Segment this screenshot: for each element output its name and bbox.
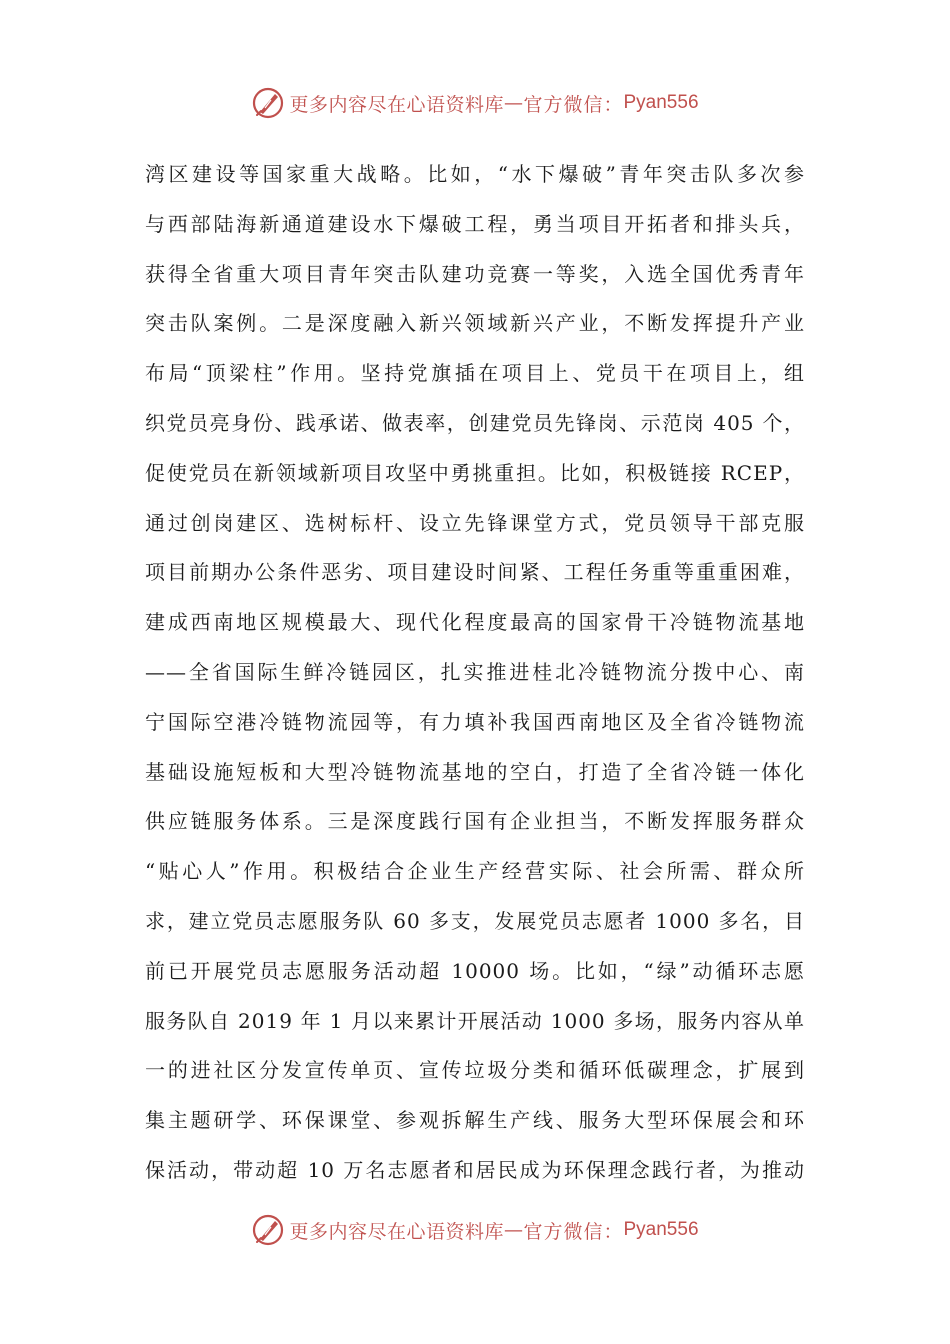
body-line: 保活动，带动超 10 万名志愿者和居民成为环保理念践行者，为推动 bbox=[145, 1157, 805, 1182]
watermark-wechat-id: Pyan556 bbox=[623, 1219, 699, 1240]
body-line: 布局“顶梁柱”作用。坚持党旗插在项目上、党员干在项目上，组 bbox=[145, 361, 805, 386]
body-line: 项目前期办公条件恶劣、项目建设时间紧、工程任务重等重重困难， bbox=[145, 560, 805, 585]
body-line: 前已开展党员志愿服务活动超 10000 场。比如，“绿”动循环志愿 bbox=[145, 958, 805, 983]
body-line: 服务队自 2019 年 1 月以来累计开展活动 1000 多场，服务内容从单 bbox=[145, 1008, 805, 1033]
body-line: 织党员亮身份、践承诺、做表率，创建党员先锋岗、示范岗 405 个， bbox=[145, 410, 805, 435]
body-line: 求，建立党员志愿服务队 60 多支，发展党员志愿者 1000 多名，目 bbox=[145, 908, 805, 933]
quill-pen-logo-icon bbox=[251, 1213, 285, 1247]
watermark-wechat-label: 官方微信： bbox=[523, 93, 624, 116]
body-line: ——全省国际生鲜冷链园区，扎实推进桂北冷链物流分拨中心、南 bbox=[145, 659, 805, 684]
watermark-site-name: 更多内容尽在心语资料库 bbox=[289, 93, 504, 116]
body-line: 通过创岗建区、选树标杆、设立先锋课堂方式，党员领导干部克服 bbox=[145, 510, 805, 535]
watermark-wechat-id: Pyan556 bbox=[623, 92, 699, 113]
body-line: 与西部陆海新通道建设水下爆破工程，勇当项目开拓者和排头兵， bbox=[145, 211, 805, 236]
watermark-separator: — bbox=[503, 1219, 524, 1241]
body-line: 建成西南地区规模最大、现代化程度最高的国家骨干冷链物流基地 bbox=[145, 610, 805, 635]
body-line: 集主题研学、环保课堂、参观拆解生产线、服务大型环保展会和环 bbox=[145, 1108, 805, 1133]
body-line: “贴心人”作用。积极结合企业生产经营实际、社会所需、群众所 bbox=[145, 859, 805, 884]
body-line: 促使党员在新领域新项目攻坚中勇挑重担。比如，积极链接 RCEP， bbox=[145, 460, 805, 485]
body-line: 一的进社区分发宣传单页、宣传垃圾分类和循环低碳理念，扩展到 bbox=[145, 1058, 805, 1083]
watermark-separator: — bbox=[503, 92, 524, 114]
body-line: 获得全省重大项目青年突击队建功竞赛一等奖，入选全国优秀青年 bbox=[145, 261, 805, 286]
body-text bbox=[145, 150, 805, 1196]
body-line: 基础设施短板和大型冷链物流基地的空白，打造了全省冷链一体化 bbox=[145, 759, 805, 784]
body-line: 突击队案例。二是深度融入新兴领域新兴产业，不断发挥提升产业 bbox=[145, 311, 805, 336]
body-line: 宁国际空港冷链物流园等，有力填补我国西南地区及全省冷链物流 bbox=[145, 709, 805, 734]
body-line: 湾区建设等国家重大战略。比如，“水下爆破”青年突击队多次参 bbox=[145, 162, 805, 186]
body-line: 供应链服务体系。三是深度践行国有企业担当，不断发挥服务群众 bbox=[145, 809, 805, 834]
watermark-header bbox=[0, 83, 950, 123]
watermark-footer bbox=[0, 1210, 950, 1250]
quill-pen-logo-icon bbox=[251, 86, 285, 120]
watermark-site-name: 更多内容尽在心语资料库 bbox=[289, 1220, 504, 1243]
watermark-wechat-label: 官方微信： bbox=[523, 1220, 624, 1243]
